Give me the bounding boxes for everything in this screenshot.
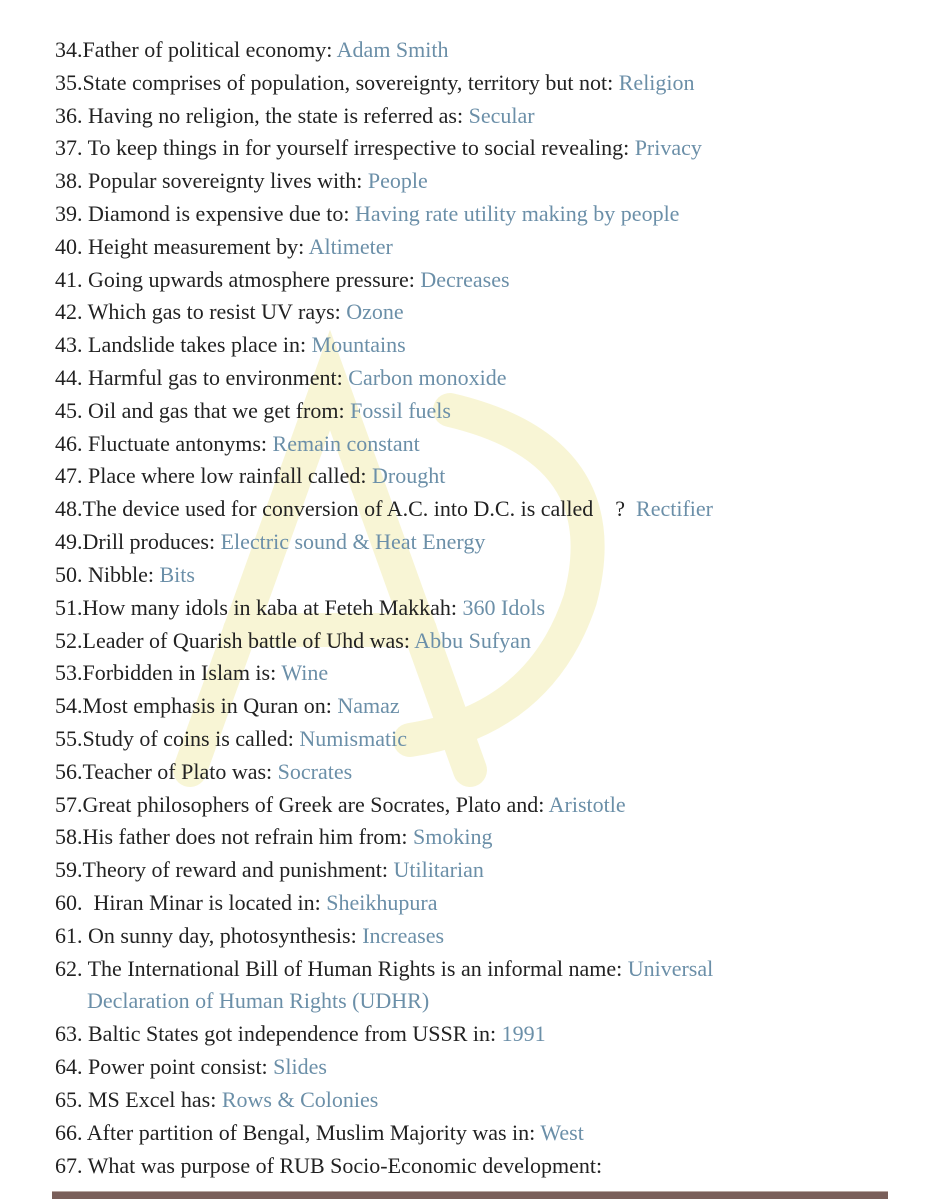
answer-text: Slides [273, 1054, 327, 1079]
answer-text: People [367, 168, 428, 193]
item-number: 48. [55, 496, 83, 521]
qa-item [55, 1150, 915, 1182]
qa-item [55, 198, 915, 230]
item-number: 63. [55, 1021, 88, 1046]
answer-text: Sheikhupura [326, 890, 438, 915]
qa-item [55, 1051, 915, 1083]
question-text: Harmful gas to environment: [88, 365, 349, 390]
answer-text: Mountains [311, 332, 406, 357]
question-text: Place where low rainfall called: [88, 463, 373, 488]
question-text: Oil and gas that we get from: [88, 398, 351, 423]
qa-item [55, 296, 915, 328]
answer-text: Aristotle [548, 792, 626, 817]
answer-text: 1991 [501, 1021, 546, 1046]
item-number: 36. [55, 103, 88, 128]
question-text: Theory of reward and punishment: [82, 857, 394, 882]
question-text: Baltic States got independence from USSR in: [88, 1021, 502, 1046]
question-text: Which gas to resist UV rays: [87, 299, 347, 324]
question-text: The International Bill of Human Rights is an informal name: [87, 956, 628, 981]
question-text: Father of political economy: [82, 37, 337, 62]
item-number: 44. [55, 365, 88, 390]
answer-text: Electric sound & Heat Energy [220, 529, 486, 554]
question-text: Hiran Minar is located in: [93, 890, 327, 915]
item-number: 54. [55, 693, 83, 718]
question-text: Nibble: [88, 562, 160, 587]
qa-item [55, 1084, 915, 1116]
question-text: Drill produces: [82, 529, 221, 554]
answer-text: Socrates [277, 759, 353, 784]
item-number: 38. [55, 168, 88, 193]
item-number: 62. [55, 956, 88, 981]
answer-text: Increases [362, 923, 445, 948]
question-text: How many idols in kaba at Feteh Makkah: [82, 595, 463, 620]
qa-item [55, 920, 915, 952]
item-number: 47. [55, 463, 88, 488]
item-number: 51. [55, 595, 83, 620]
question-text: Fluctuate antonyms: [88, 431, 273, 456]
answer-text: Bits [159, 562, 195, 587]
question-text: Landslide takes place in: [88, 332, 312, 357]
qa-item [55, 789, 915, 821]
qa-item [55, 460, 915, 492]
qa-item [55, 821, 915, 853]
qa-item [55, 493, 915, 525]
qa-item [55, 625, 915, 657]
qa-item [55, 690, 915, 722]
qa-item [55, 34, 915, 66]
question-text: Height measurement by: [88, 234, 309, 259]
answer-text: Utilitarian [393, 857, 484, 882]
question-text: Forbidden in Islam is: [82, 660, 282, 685]
question-text: Power point consist: [88, 1054, 274, 1079]
answer-text: Having rate utility making by people [355, 201, 680, 226]
item-number: 56. [55, 759, 83, 784]
question-text: Most emphasis in Quran on: [82, 693, 338, 718]
question-text: State comprises of population, sovereignty, territory but not: [82, 70, 619, 95]
qa-item [55, 887, 915, 919]
qa-item [55, 592, 915, 624]
qa-item [55, 264, 915, 296]
answer-continuation: Declaration of Human Rights (UDHR) [87, 988, 430, 1013]
question-text: Having no religion, the state is referred as: [88, 103, 469, 128]
answer-text: Rectifier [636, 496, 714, 521]
qa-item [55, 854, 915, 886]
qa-item [55, 132, 915, 164]
question-text: Popular sovereignty lives with: [88, 168, 368, 193]
answer-text: Fossil fuels [350, 398, 451, 423]
answer-text: Drought [372, 463, 446, 488]
answer-text: Universal [627, 956, 714, 981]
item-number: 55. [55, 726, 83, 751]
item-number: 39. [55, 201, 88, 226]
qa-item [55, 395, 915, 427]
item-number: 57. [55, 792, 83, 817]
qa-item [55, 657, 915, 689]
answer-text: Abbu Sufyan [414, 628, 531, 653]
question-text: After partition of Bengal, Muslim Majority was in: [86, 1120, 541, 1145]
item-number: 52. [55, 628, 83, 653]
question-text: Diamond is expensive due to: [88, 201, 356, 226]
qa-item [55, 1018, 915, 1050]
answer-text: Carbon monoxide [348, 365, 507, 390]
footer-divider [52, 1191, 888, 1199]
answer-text: Numismatic [299, 726, 407, 751]
answer-text: Adam Smith [336, 37, 449, 62]
qa-item [55, 428, 915, 460]
qa-item [55, 756, 915, 788]
question-text: The device used for conversion of A.C. into D.C. is called ? [82, 496, 637, 521]
qa-item [55, 723, 915, 755]
answer-text: Decreases [420, 267, 510, 292]
item-number: 37. [55, 135, 88, 160]
question-text: His father does not refrain him from: [82, 824, 414, 849]
question-text: Going upwards atmosphere pressure: [88, 267, 421, 292]
qa-item [55, 953, 915, 985]
item-number: 40. [55, 234, 88, 259]
qa-item [55, 362, 915, 394]
answer-text: Wine [281, 660, 329, 685]
item-number: 50. [55, 562, 88, 587]
item-number: 59. [55, 857, 83, 882]
item-number: 66. [55, 1120, 87, 1145]
item-number: 49. [55, 529, 83, 554]
qa-item [55, 559, 915, 591]
item-number: 43. [55, 332, 88, 357]
qa-item [55, 231, 915, 263]
item-number: 65. [55, 1087, 88, 1112]
qa-item [55, 100, 915, 132]
question-text: Great philosophers of Greek are Socrates, Plato and: [82, 792, 549, 817]
item-number: 64. [55, 1054, 88, 1079]
answer-text: Remain constant [272, 431, 420, 456]
item-number: 67. [55, 1153, 88, 1178]
item-number: 42. [55, 299, 88, 324]
item-number: 41. [55, 267, 88, 292]
item-number: 58. [55, 824, 83, 849]
answer-text: Secular [468, 103, 535, 128]
item-number: 53. [55, 660, 83, 685]
question-text: MS Excel has: [88, 1087, 222, 1112]
qa-item [55, 67, 915, 99]
item-number: 45. [55, 398, 88, 423]
question-text: To keep things in for yourself irrespective to social revealing: [87, 135, 635, 160]
answer-text: 360 Idols [462, 595, 546, 620]
qa-item [55, 329, 915, 361]
qa-item [55, 526, 915, 558]
qa-item [55, 1117, 915, 1149]
item-number: 61. [55, 923, 88, 948]
item-number: 34. [55, 37, 83, 62]
question-text: Study of coins is called: [82, 726, 300, 751]
answer-text: Ozone [346, 299, 404, 324]
item-number: 60. [55, 890, 94, 915]
answer-text: Privacy [634, 135, 702, 160]
question-text: What was purpose of RUB Socio-Economic development: [87, 1153, 603, 1178]
answer-text: Religion [618, 70, 695, 95]
answer-text: Altimeter [308, 234, 393, 259]
answer-text: Rows & Colonies [221, 1087, 379, 1112]
item-number: 46. [55, 431, 88, 456]
answer-text: Namaz [337, 693, 400, 718]
qa-item [55, 165, 915, 197]
answer-text: Smoking [413, 824, 493, 849]
answer-text: West [540, 1120, 584, 1145]
question-text: Teacher of Plato was: [82, 759, 278, 784]
item-number: 35. [55, 70, 83, 95]
question-text: Leader of Quarish battle of Uhd was: [82, 628, 415, 653]
question-text: On sunny day, photosynthesis: [88, 923, 363, 948]
